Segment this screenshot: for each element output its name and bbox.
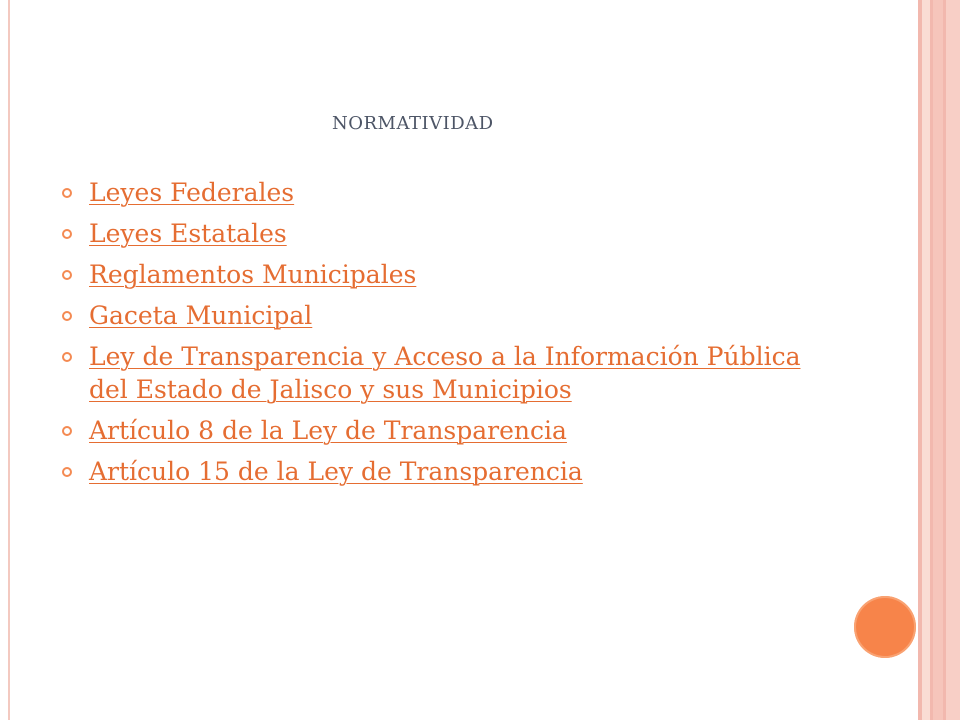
list-item <box>62 340 822 406</box>
list-item <box>62 414 822 447</box>
link-leyes-federales[interactable]: Leyes Federales <box>89 178 295 207</box>
right-stripe <box>922 0 930 720</box>
bullet-icon <box>62 426 72 436</box>
list-item <box>62 258 822 291</box>
orange-circle-decoration <box>854 596 916 658</box>
bullet-icon <box>62 270 72 280</box>
link-articulo-15[interactable]: Artículo 15 de la Ley de Transparencia <box>89 457 583 486</box>
list-item <box>62 299 822 332</box>
slide-title: normatividad <box>332 106 494 136</box>
bullet-icon <box>62 229 72 239</box>
link-gaceta-municipal[interactable]: Gaceta Municipal <box>89 301 313 330</box>
right-stripe <box>946 0 960 720</box>
list-item <box>62 217 822 250</box>
link-ley-transparencia[interactable]: Ley de Transparencia y Acceso a la Información Pública del Estado de Jalisco y sus Municipios <box>89 342 801 404</box>
list-item <box>62 176 822 209</box>
bullet-icon <box>62 467 72 477</box>
bullet-icon <box>62 311 72 321</box>
bullet-icon <box>62 188 72 198</box>
left-border-line <box>8 0 10 720</box>
link-articulo-8[interactable]: Artículo 8 de la Ley de Transparencia <box>89 416 567 445</box>
bullet-icon <box>62 352 72 362</box>
right-stripe <box>933 0 943 720</box>
list-item <box>62 455 822 488</box>
links-list <box>62 176 822 496</box>
link-leyes-estatales[interactable]: Leyes Estatales <box>89 219 287 248</box>
link-reglamentos-municipales[interactable]: Reglamentos Municipales <box>89 260 417 289</box>
